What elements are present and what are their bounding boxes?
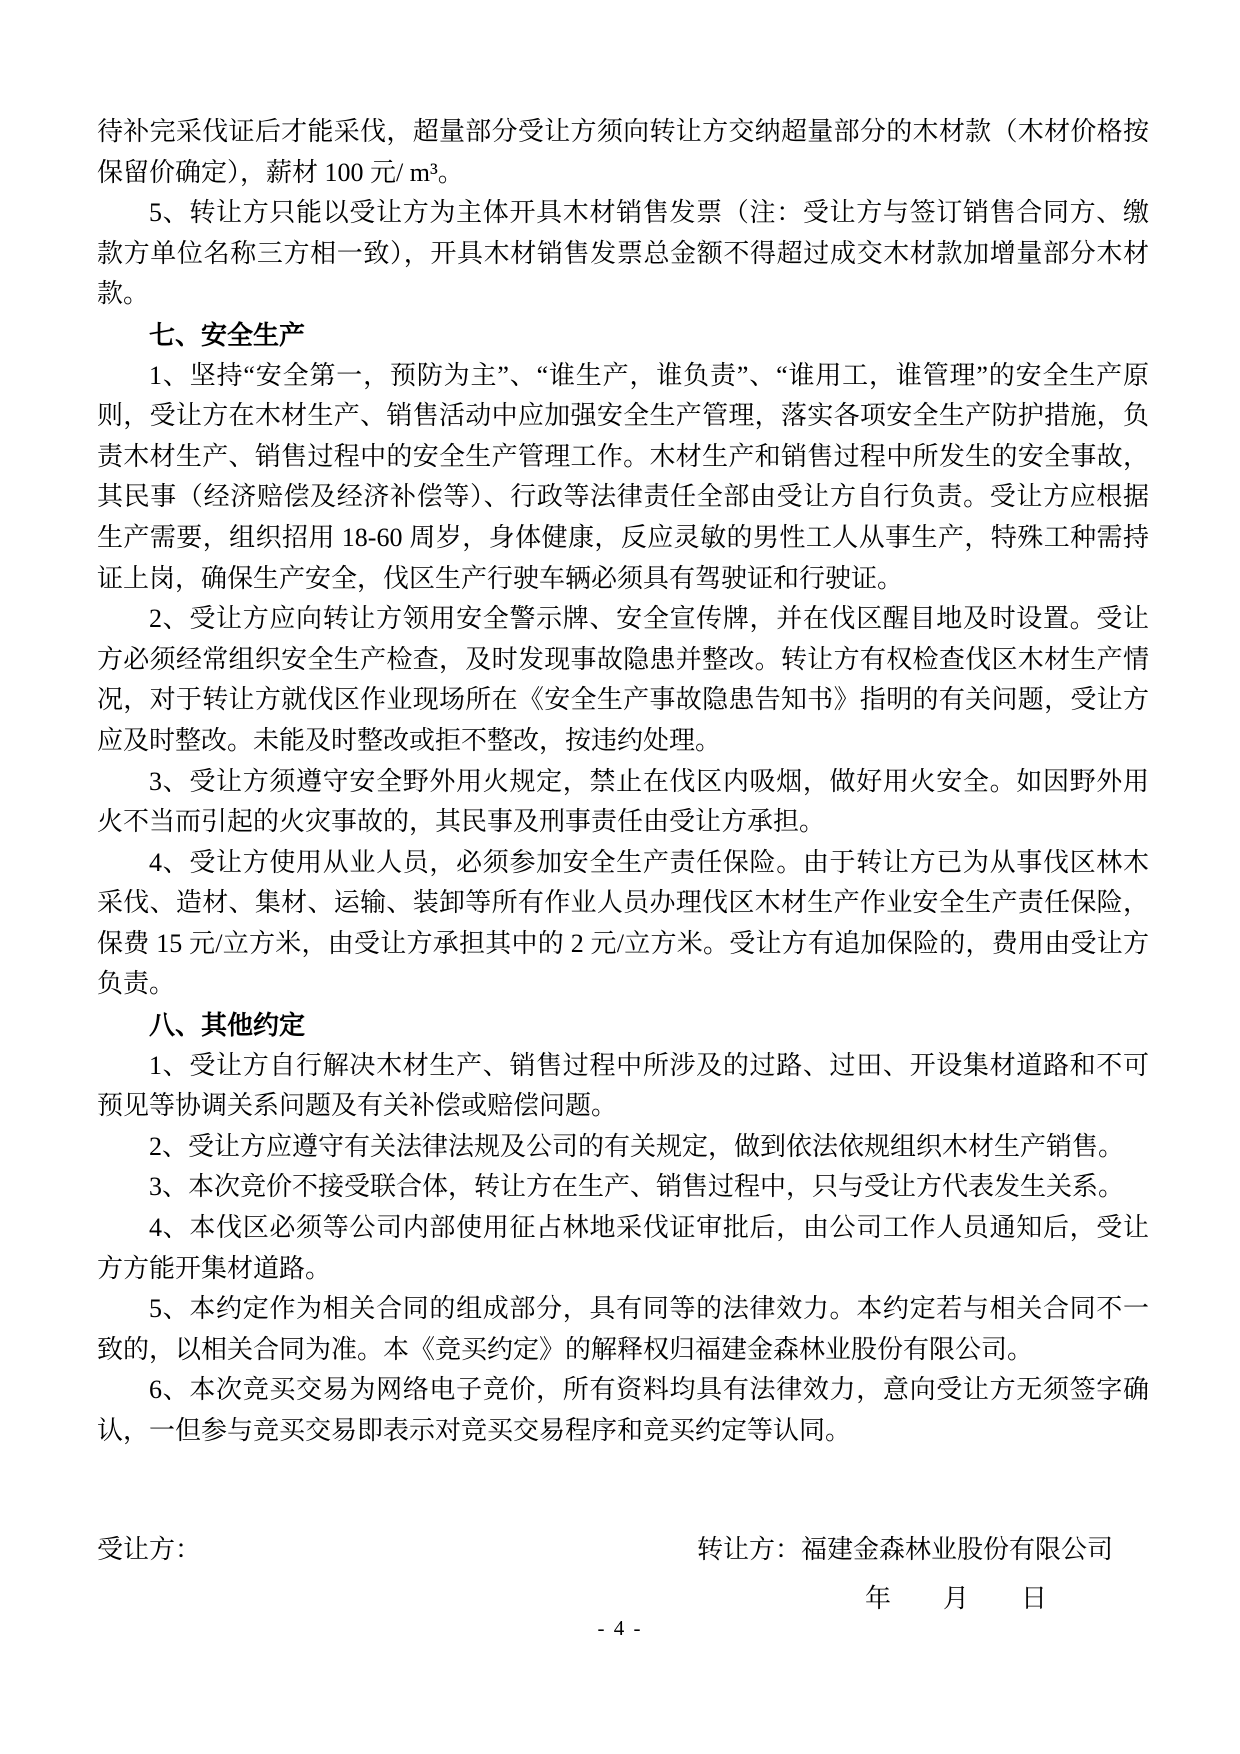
section-8-item-6: 6、本次竞买交易为网络电子竞价，所有资料均具有法律效力，意向受让方无须签字确认，一但参与竞买交易即表示对竞买交易程序和竞买约定等认同。 — [97, 1375, 1149, 1445]
section-7-item-2: 2、受让方应向转让方领用安全警示牌、安全宣传牌，并在伐区醒目地及时设置。受让方必须经常组织安全生产检查，及时发现事故隐患并整改。转让方有权检查伐区木材生产情况，对于转让方就伐区作业现场所在《安全生产事故隐患告知书》指明的有关问题，受让方应及时整改。未能及时整改或拒不整改，按违约处理。 — [97, 604, 1149, 755]
section-8-heading: 八、其他约定 — [149, 1010, 306, 1041]
section-8-item-1: 1、受让方自行解决木材生产、销售过程中所涉及的过路、过田、开设集材道路和不可预见等协调关系问题及有关补偿或赔偿问题。 — [97, 1050, 1149, 1121]
section-8-item-2: 2、受让方应遵守有关法律法规及公司的有关规定，做到依法依规组织木材生产销售。 — [149, 1131, 1125, 1161]
signature-date-line: 年 月 日 — [865, 1584, 1048, 1614]
section-7-heading: 七、安全生产 — [149, 319, 306, 350]
transferee-signature-label: 受让方： — [97, 1534, 202, 1564]
transferor-signature-label: 转让方：福建金森林业股份有限公司 — [697, 1534, 1114, 1564]
invoice-clause-paragraph: 5、转让方只能以受让方为主体开具木材销售发票（注：受让方与签订销售合同方、缴款方单位名称三方相一致），开具木材销售发票总金额不得超过成交木材款加增量部分木材款。 — [97, 198, 1149, 309]
page-number: - 4 - — [597, 1616, 643, 1640]
signature-block — [97, 1530, 1149, 1620]
section-8-item-3: 3、本次竞价不接受联合体，转让方在生产、销售过程中，只与受让方代表发生关系。 — [149, 1172, 1125, 1202]
section-7-item-4: 4、受让方使用从业人员，必须参加安全生产责任保险。由于转让方已为从事伐区林木采伐、造材、集材、运输、装卸等所有作业人员办理伐区木材生产作业安全生产责任保险，保费 15 元/立方米，由受让方承担其中的 2 元/立方米。受让方有追加保险的，费用由受让方负责。 — [97, 847, 1149, 999]
section-7-item-1: 1、坚持“安全第一，预防为主”、“谁生产，谁负责”、“谁用工，谁管理”的安全生产原则，受让方在木材生产、销售活动中应加强安全生产管理，落实各项安全生产防护措施，负责木材生产、销售过程中的安全生产管理工作。木材生产和销售过程中所发生的安全事故，其民事（经济赔偿及经济补偿等）、行政等法律责任全部由受让方自行负责。受让方应根据生产需要，组织招用 18-60 周岁，身体健康，反应灵敏的男性工人从事生产，特殊工种需持证上岗，确保生产安全，伐区生产行驶车辆必须具有驾驶证和行驶证。 — [97, 360, 1149, 593]
section-8-item-5: 5、本约定作为相关合同的组成部分，具有同等的法律效力。本约定若与相关合同不一致的，以相关合同为准。本《竞买约定》的解释权归福建金森林业股份有限公司。 — [97, 1294, 1149, 1364]
document-body — [97, 112, 1149, 1620]
transferor-signature-area — [697, 1530, 1149, 1620]
section-8-item-4: 4、本伐区必须等公司内部使用征占林地采伐证审批后，由公司工作人员通知后，受让方方能开集材道路。 — [97, 1213, 1149, 1283]
section-7-item-3: 3、受让方须遵守安全野外用火规定，禁止在伐区内吸烟，做好用火安全。如因野外用火不当而引起的火灾事故的，其民事及刑事责任由受让方承担。 — [97, 766, 1149, 837]
continuation-paragraph: 待补完采伐证后才能采伐，超量部分受让方须向转让方交纳超量部分的木材款（木材价格按保留价确定），薪材 100 元/ m³。 — [97, 117, 1149, 187]
